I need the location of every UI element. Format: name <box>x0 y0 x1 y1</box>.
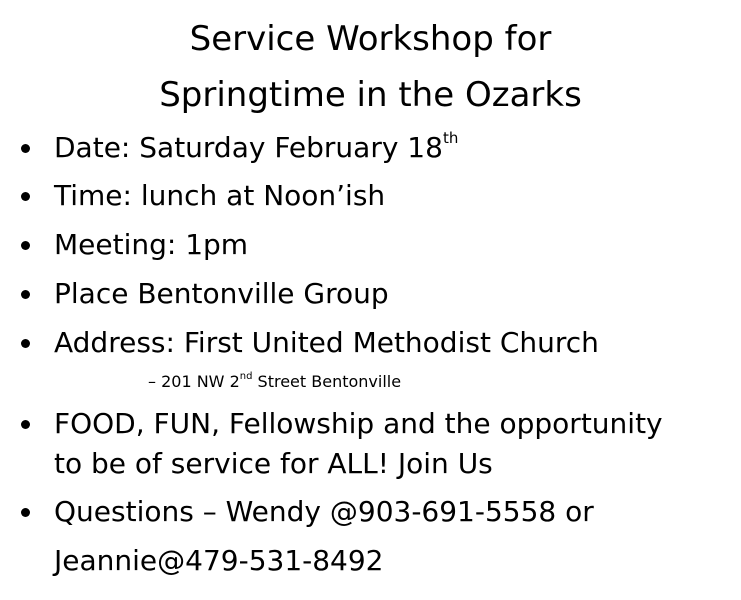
street-number: – 201 NW 2 <box>148 372 240 391</box>
title-line-2: Springtime in the Ozarks <box>159 75 582 115</box>
title-line-1: Service Workshop for <box>189 19 552 59</box>
place-text: Place Bentonville Group <box>54 277 389 310</box>
date-label: Date: Saturday February 18 <box>54 131 443 164</box>
bullet-dot <box>21 144 30 153</box>
bullet-dot <box>21 339 30 348</box>
street-ordinal-suffix: nd <box>239 370 253 382</box>
bullet-dot <box>21 241 30 250</box>
street-name: Street Bentonville <box>252 372 402 391</box>
date-ordinal-suffix: th <box>442 128 459 147</box>
bullet-dot <box>21 192 30 201</box>
bullet-dot <box>21 420 30 429</box>
questions-line-1: Questions – Wendy @903-691-5558 or <box>54 495 594 528</box>
bullet-dot <box>21 290 30 299</box>
food-line-1: FOOD, FUN, Fellowship and the opportunity <box>54 407 663 440</box>
address-street <box>148 370 401 394</box>
food-line-2: to be of service for ALL! Join Us <box>54 447 493 480</box>
questions-line-2: Jeannie@479-531-8492 <box>54 544 384 577</box>
time-text: Time: lunch at Noon’ish <box>54 179 386 212</box>
address-text: Address: First United Methodist Church <box>54 326 599 359</box>
meeting-text: Meeting: 1pm <box>54 228 249 261</box>
bullet-dot <box>21 508 30 517</box>
date-text <box>54 128 458 168</box>
